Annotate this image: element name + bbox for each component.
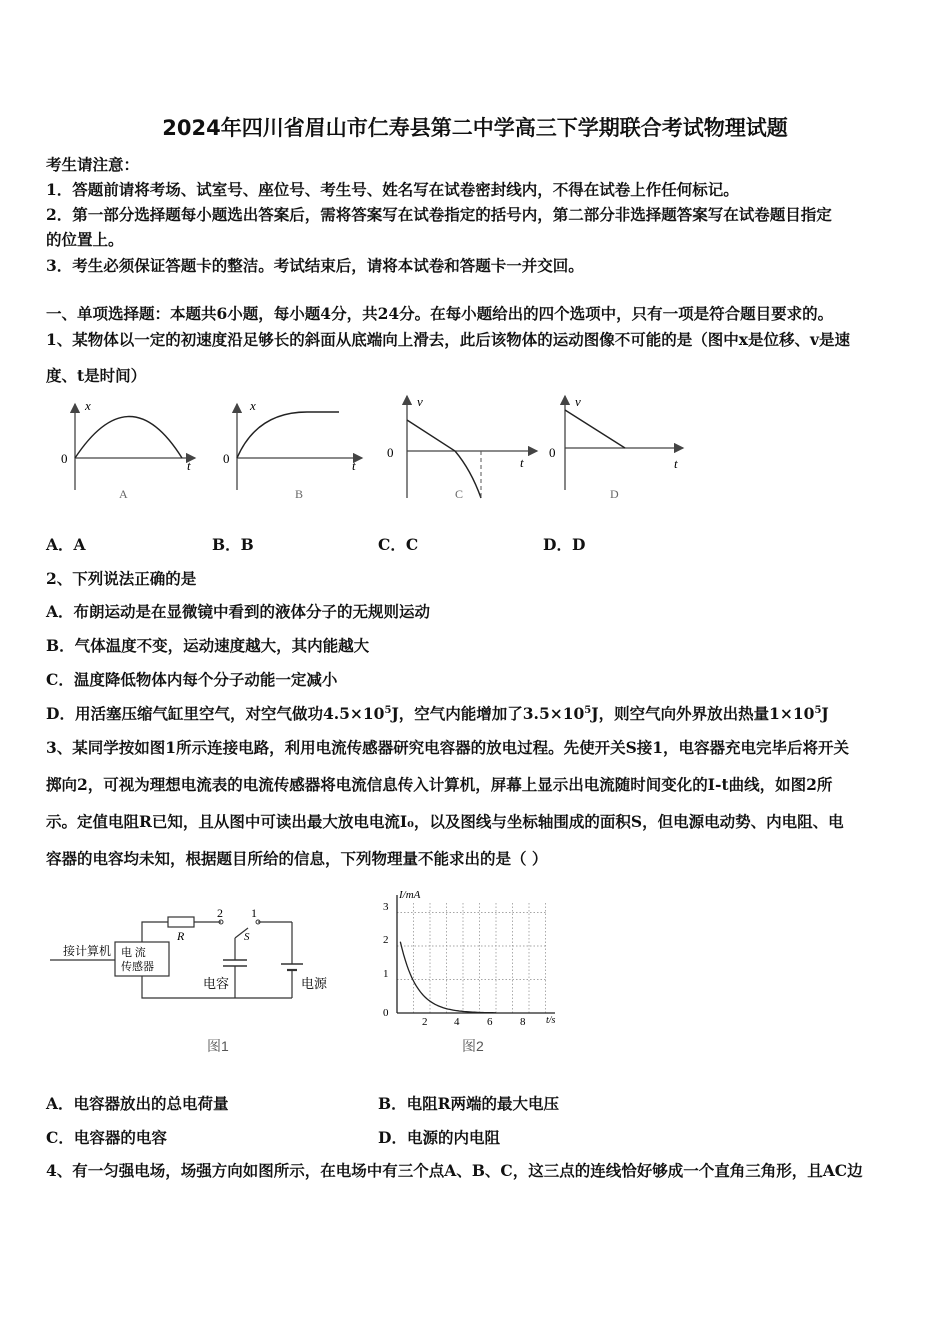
sensor-label: 传感器 xyxy=(121,961,154,973)
q3-option-d[interactable]: D．电源的内电阻 xyxy=(378,1128,500,1147)
graph-caption: A xyxy=(119,487,128,501)
q1-graphs xyxy=(55,390,705,510)
q3-stem: 容器的电容均未知，根据题目所给的信息，下列物理量不能求出的是（ ） xyxy=(46,849,548,868)
q2-option-b[interactable]: B．气体温度不变，运动速度越大，其内能越大 xyxy=(46,636,370,655)
terminal-label: 1 xyxy=(251,906,257,920)
discharge-curve xyxy=(400,942,496,1013)
graph-caption: B xyxy=(295,487,304,501)
q3-option-b[interactable]: B．电阻R两端的最大电压 xyxy=(378,1094,559,1113)
q2-d-text: J xyxy=(821,704,829,723)
notice-item: 3．考生必须保证答题卡的整洁。考试结束后，请将本试卷和答题卡一并交回。 xyxy=(46,256,584,275)
q1-option-b[interactable]: B．B xyxy=(212,535,254,554)
page-title: 2024年四川省眉山市仁寿县第二中学高三下学期联合考试物理试题 xyxy=(162,116,788,140)
t-axis-label: t xyxy=(520,455,524,470)
circuit-diagram xyxy=(45,900,345,1010)
v-axis-label: v xyxy=(417,394,423,409)
graph-b xyxy=(223,398,362,501)
source-label: 电源 xyxy=(301,976,328,991)
y-tick-label: 0 xyxy=(383,1007,389,1019)
figure-1-caption: 图1 xyxy=(207,1038,229,1054)
q3-stem: 示。定值电阻R已知，且从图中可读出最大放电电流I₀，以及图线与坐标轴围成的面积S，但电源电动势、内电阻、电 xyxy=(46,812,844,831)
notice-item: 2．第一部分选择题每小题选出答案后，需将答案写在试卷指定的括号内，第二部分非选择题答案写在试卷题目指定 xyxy=(46,205,832,224)
x-axis-title: t/s xyxy=(546,1015,556,1026)
capacitor-label: 电容 xyxy=(203,976,230,991)
q3-option-c[interactable]: C．电容器的电容 xyxy=(46,1128,167,1147)
q2-option-c[interactable]: C．温度降低物体内每个分子动能一定减小 xyxy=(46,670,338,689)
x-axis-label: x xyxy=(85,398,91,413)
resistor xyxy=(168,917,194,927)
x-tick-label: 8 xyxy=(520,1016,526,1028)
graph-a xyxy=(61,398,195,501)
x-tick-label: 4 xyxy=(454,1016,460,1028)
x-tick-label: 6 xyxy=(487,1016,493,1028)
q2-d-text: J，则空气向外界放出热量1×10 xyxy=(591,704,815,723)
y-tick-label: 1 xyxy=(383,968,389,980)
x-axis-label: x xyxy=(250,398,256,413)
origin-label: 0 xyxy=(549,445,556,460)
terminal-label: 2 xyxy=(217,906,223,920)
origin-label: 0 xyxy=(387,445,394,460)
section-heading: 一、单项选择题：本题共6小题，每小题4分，共24分。在每小题给出的四个选项中，只有一项是符合题目要求的。 xyxy=(46,304,834,323)
q3-option-a[interactable]: A．电容器放出的总电荷量 xyxy=(46,1094,229,1113)
q3-stem: 掷向2，可视为理想电流表的电流传感器将电流信息传入计算机，屏幕上显示出电流随时间变化的I-t曲线，如图2所 xyxy=(46,775,833,794)
graph-caption: C xyxy=(455,487,464,501)
x-tick-label: 2 xyxy=(422,1016,428,1028)
notice-item: 1．答题前请将考场、试室号、座位号、考生号、姓名写在试卷密封线内，不得在试卷上作任何标记。 xyxy=(46,180,739,199)
q1-option-a[interactable]: A．A xyxy=(46,535,86,554)
y-tick-label: 3 xyxy=(383,901,389,913)
graph-d xyxy=(549,394,683,501)
t-axis-label: t xyxy=(674,456,678,471)
exponent: 5 xyxy=(384,704,392,716)
graph-caption: D xyxy=(610,487,619,501)
q1-stem: 1、某物体以一定的初速度沿足够长的斜面从底端向上滑去，此后该物体的运动图像不可能的是（图中x是位移、v是速 xyxy=(46,330,851,349)
origin-label: 0 xyxy=(61,451,68,466)
q2-d-text: J，空气内能增加了3.5×10 xyxy=(391,704,585,723)
t-axis-label: t xyxy=(187,458,191,473)
resistor-label: R xyxy=(177,929,185,943)
notice-item: 的位置上。 xyxy=(46,230,124,249)
q3-stem: 3、某同学按如图1所示连接电路，利用电流传感器研究电容器的放电过程。先使开关S接1，电容器充电完毕后将开关 xyxy=(46,738,850,757)
y-axis-title: I/mA xyxy=(399,889,421,901)
it-graph xyxy=(375,885,565,1030)
exponent: 5 xyxy=(814,704,822,716)
computer-label: 接计算机 xyxy=(63,944,112,958)
q1-stem-cont: 度、t是时间） xyxy=(46,366,147,385)
switch-label: S xyxy=(244,931,250,943)
q2-d-text: D．用活塞压缩气缸里空气，对空气做功4.5×10 xyxy=(46,704,385,723)
notice-heading: 考生请注意： xyxy=(46,155,140,174)
graph-c xyxy=(387,394,537,501)
q4-stem: 4、有一匀强电场，场强方向如图所示，在电场中有三个点A、B、C，这三点的连线恰好够成一个直角三角形，且AC边 xyxy=(46,1161,863,1180)
t-axis-label: t xyxy=(352,458,356,473)
y-tick-label: 2 xyxy=(383,934,389,946)
v-axis-label: v xyxy=(575,394,581,409)
sensor-label: 电 流 xyxy=(121,947,146,959)
q2-stem: 2、下列说法正确的是 xyxy=(46,569,197,588)
q2-option-d[interactable] xyxy=(46,702,829,724)
figure-2-caption: 图2 xyxy=(462,1038,484,1054)
origin-label: 0 xyxy=(223,451,230,466)
q1-option-c[interactable]: C．C xyxy=(378,535,419,554)
exponent: 5 xyxy=(584,704,592,716)
q1-option-d[interactable]: D．D xyxy=(543,535,586,554)
q2-option-a[interactable]: A．布朗运动是在显微镜中看到的液体分子的无规则运动 xyxy=(46,602,431,621)
